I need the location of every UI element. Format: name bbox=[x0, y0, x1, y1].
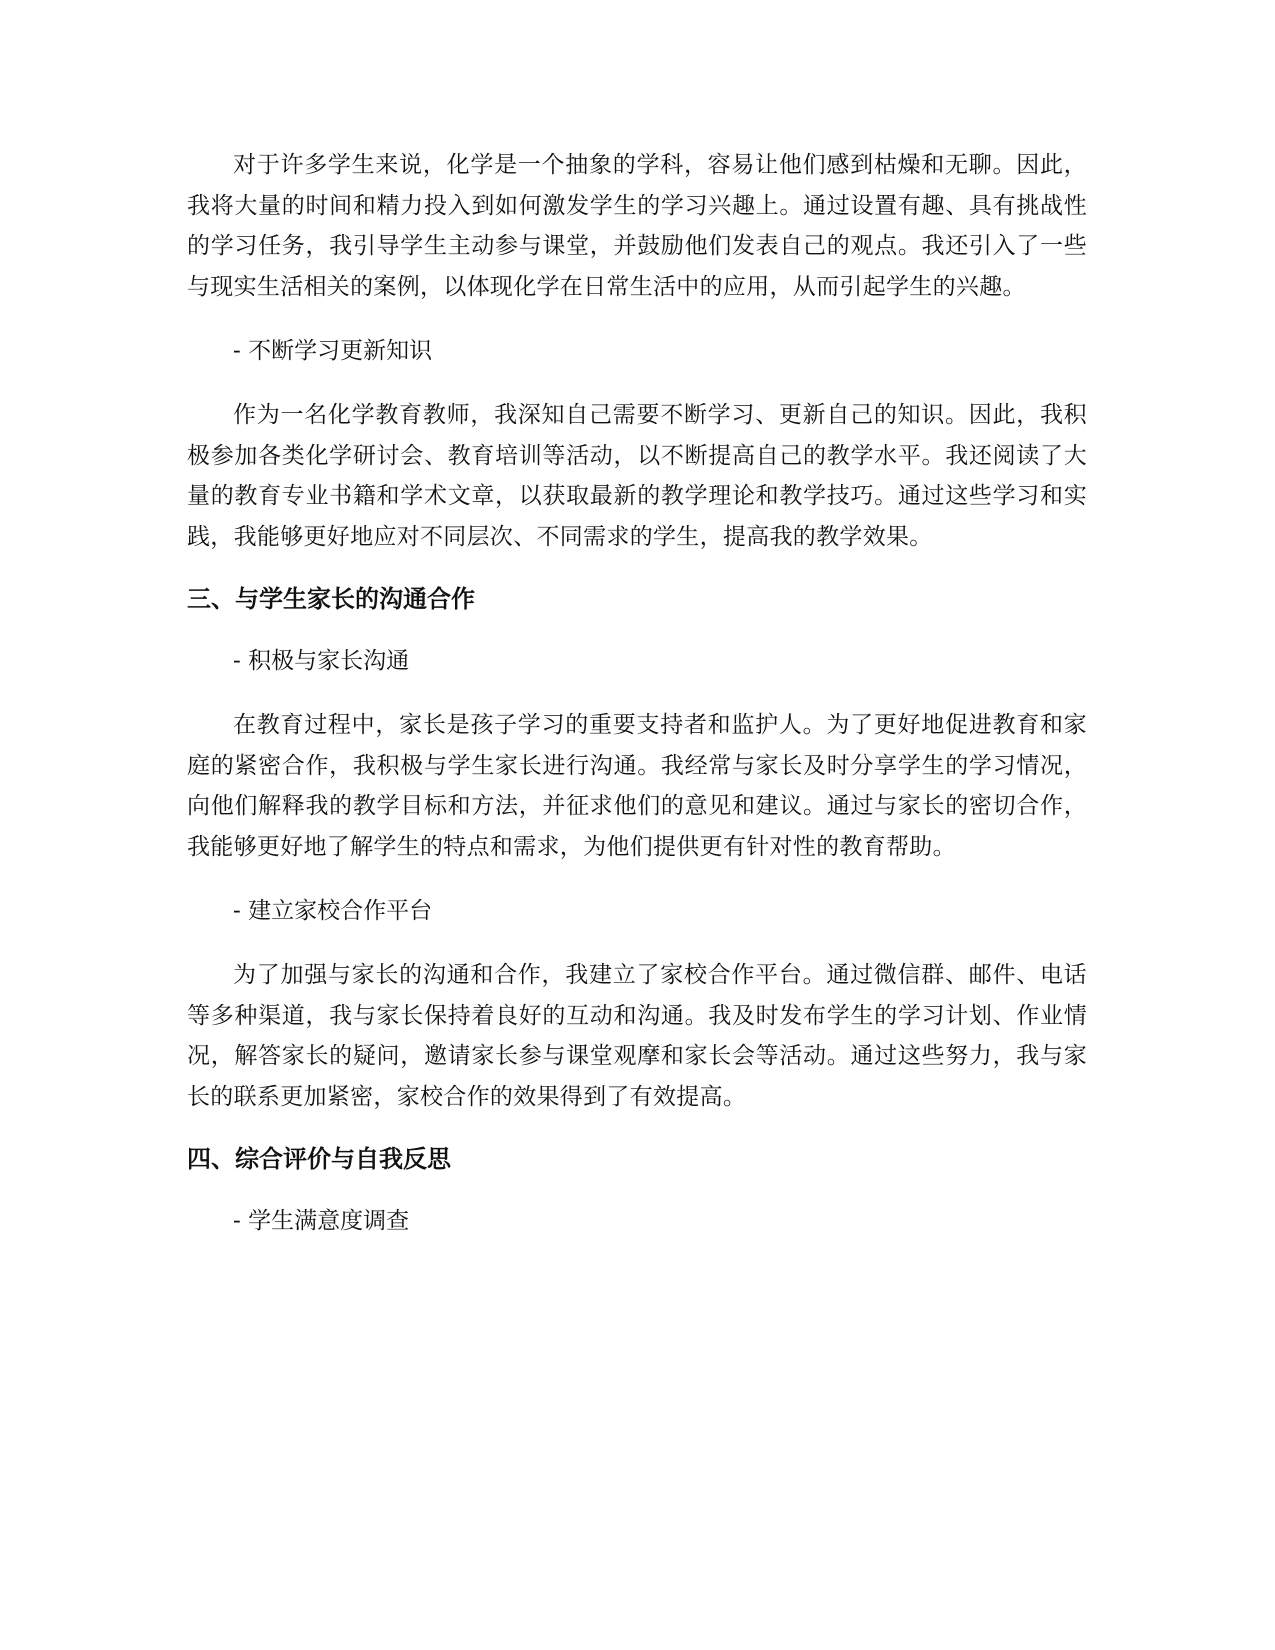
subheading-active-communication: - 积极与家长沟通 bbox=[233, 648, 410, 674]
paragraph-home-school-platform: 为了加强与家长的沟通和合作，我建立了家校合作平台。通过微信群、邮件、电话等多种渠道，我与家长保持着良好的互动和沟通。我及时发布学生的学习计划、作业情况，解答家长的疑问，邀请家长参与课堂观摩和家长会等活动。通过这些努力，我与家长的联系更加紧密，家校合作的效果得到了有效提高。 bbox=[187, 962, 1087, 1110]
subheading-continuous-learning: - 不断学习更新知识 bbox=[233, 338, 433, 364]
section-heading-self-reflection: 四、综合评价与自我反思 bbox=[187, 1145, 451, 1173]
subheading-satisfaction-survey: - 学生满意度调查 bbox=[233, 1208, 410, 1234]
paragraph-parent-cooperation: 在教育过程中，家长是孩子学习的重要支持者和监护人。为了更好地促进教育和家庭的紧密合作，我积极与学生家长进行沟通。我经常与家长及时分享学生的学习情况，向他们解释我的教学目标和方法，并征求他们的意见和建议。通过与家长的密切合作，我能够更好地了解学生的特点和需求，为他们提供更有针对性的教育帮助。 bbox=[187, 712, 1087, 860]
subheading-home-school-platform: - 建立家校合作平台 bbox=[233, 898, 433, 924]
paragraph-learning-interest: 对于许多学生来说，化学是一个抽象的学科，容易让他们感到枯燥和无聊。因此，我将大量的时间和精力投入到如何激发学生的学习兴趣上。通过设置有趣、具有挑战性的学习任务，我引导学生主动参与课堂，并鼓励他们发表自己的观点。我还引入了一些与现实生活相关的案例，以体现化学在日常生活中的应用，从而引起学生的兴趣。 bbox=[187, 152, 1087, 300]
document-body bbox=[187, 145, 1087, 1241]
paragraph-knowledge-update: 作为一名化学教育教师，我深知自己需要不断学习、更新自己的知识。因此，我积极参加各类化学研讨会、教育培训等活动，以不断提高自己的教学水平。我还阅读了大量的教育专业书籍和学术文章，以获取最新的教学理论和教学技巧。通过这些学习和实践，我能够更好地应对不同层次、不同需求的学生，提高我的教学效果。 bbox=[187, 402, 1087, 550]
section-heading-parent-communication: 三、与学生家长的沟通合作 bbox=[187, 585, 475, 613]
